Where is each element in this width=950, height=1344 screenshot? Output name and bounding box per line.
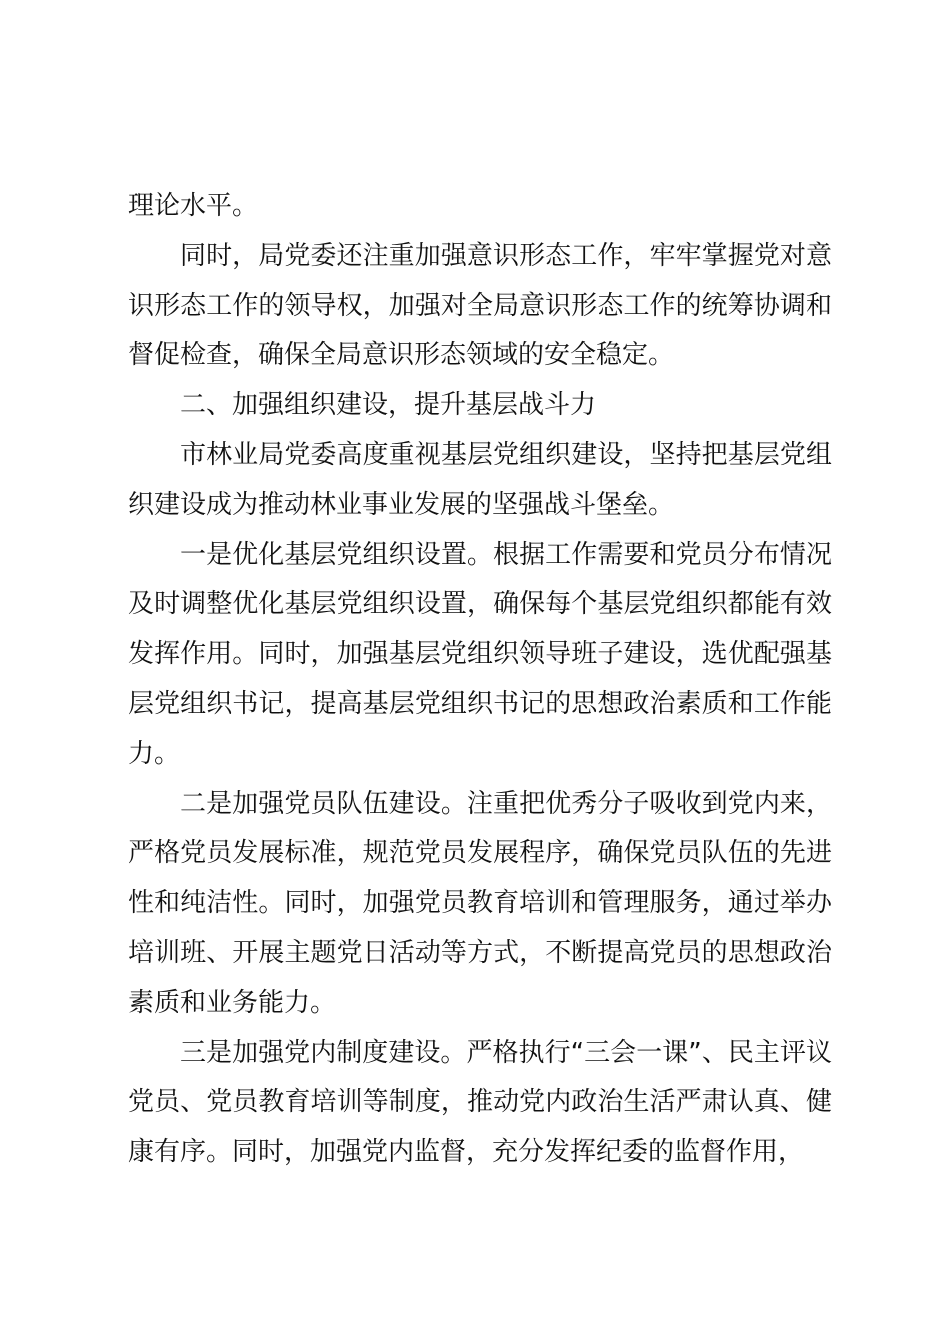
paragraph-point-three: 三是加强党内制度建设。严格执行“三会一课”、民主评议党员、党员教育培训等制度，推动党内政治生活严肃认真、健康有序。同时，加强党内监督，充分发挥纪委的监督作用， (128, 1037, 832, 1168)
paragraph-grassroots-overview: 市林业局党委高度重视基层党组织建设，坚持把基层党组织建设成为推动林业事业发展的坚强战斗堡垒。 (128, 439, 832, 520)
paragraph-continuation: 理论水平。 (128, 191, 259, 221)
section-heading-organization: 二、加强组织建设，提升基层战斗力 (180, 390, 597, 421)
paragraph-ideology-work: 同时，局党委还注重加强意识形态工作，牢牢掌握党对意识形态工作的领导权，加强对全局意识形态工作的统筹协调和督促检查，确保全局意识形态领域的安全稳定。 (128, 240, 832, 371)
paragraph-point-two: 二是加强党员队伍建设。注重把优秀分子吸收到党内来，严格党员发展标准，规范党员发展程序，确保党员队伍的先进性和纯洁性。同时，加强党员教育培训和管理服务，通过举办培训班、开展主题党日活动等方式，不断提高党员的思想政治素质和业务能力。 (128, 788, 832, 1018)
paragraph-point-one: 一是优化基层党组织设置。根据工作需要和党员分布情况及时调整优化基层党组织设置，确保每个基层党组织都能有效发挥作用。同时，加强基层党组织领导班子建设，选优配强基层党组织书记，提高基层党组织书记的思想政治素质和工作能力。 (128, 539, 832, 769)
document-body (128, 182, 832, 1178)
